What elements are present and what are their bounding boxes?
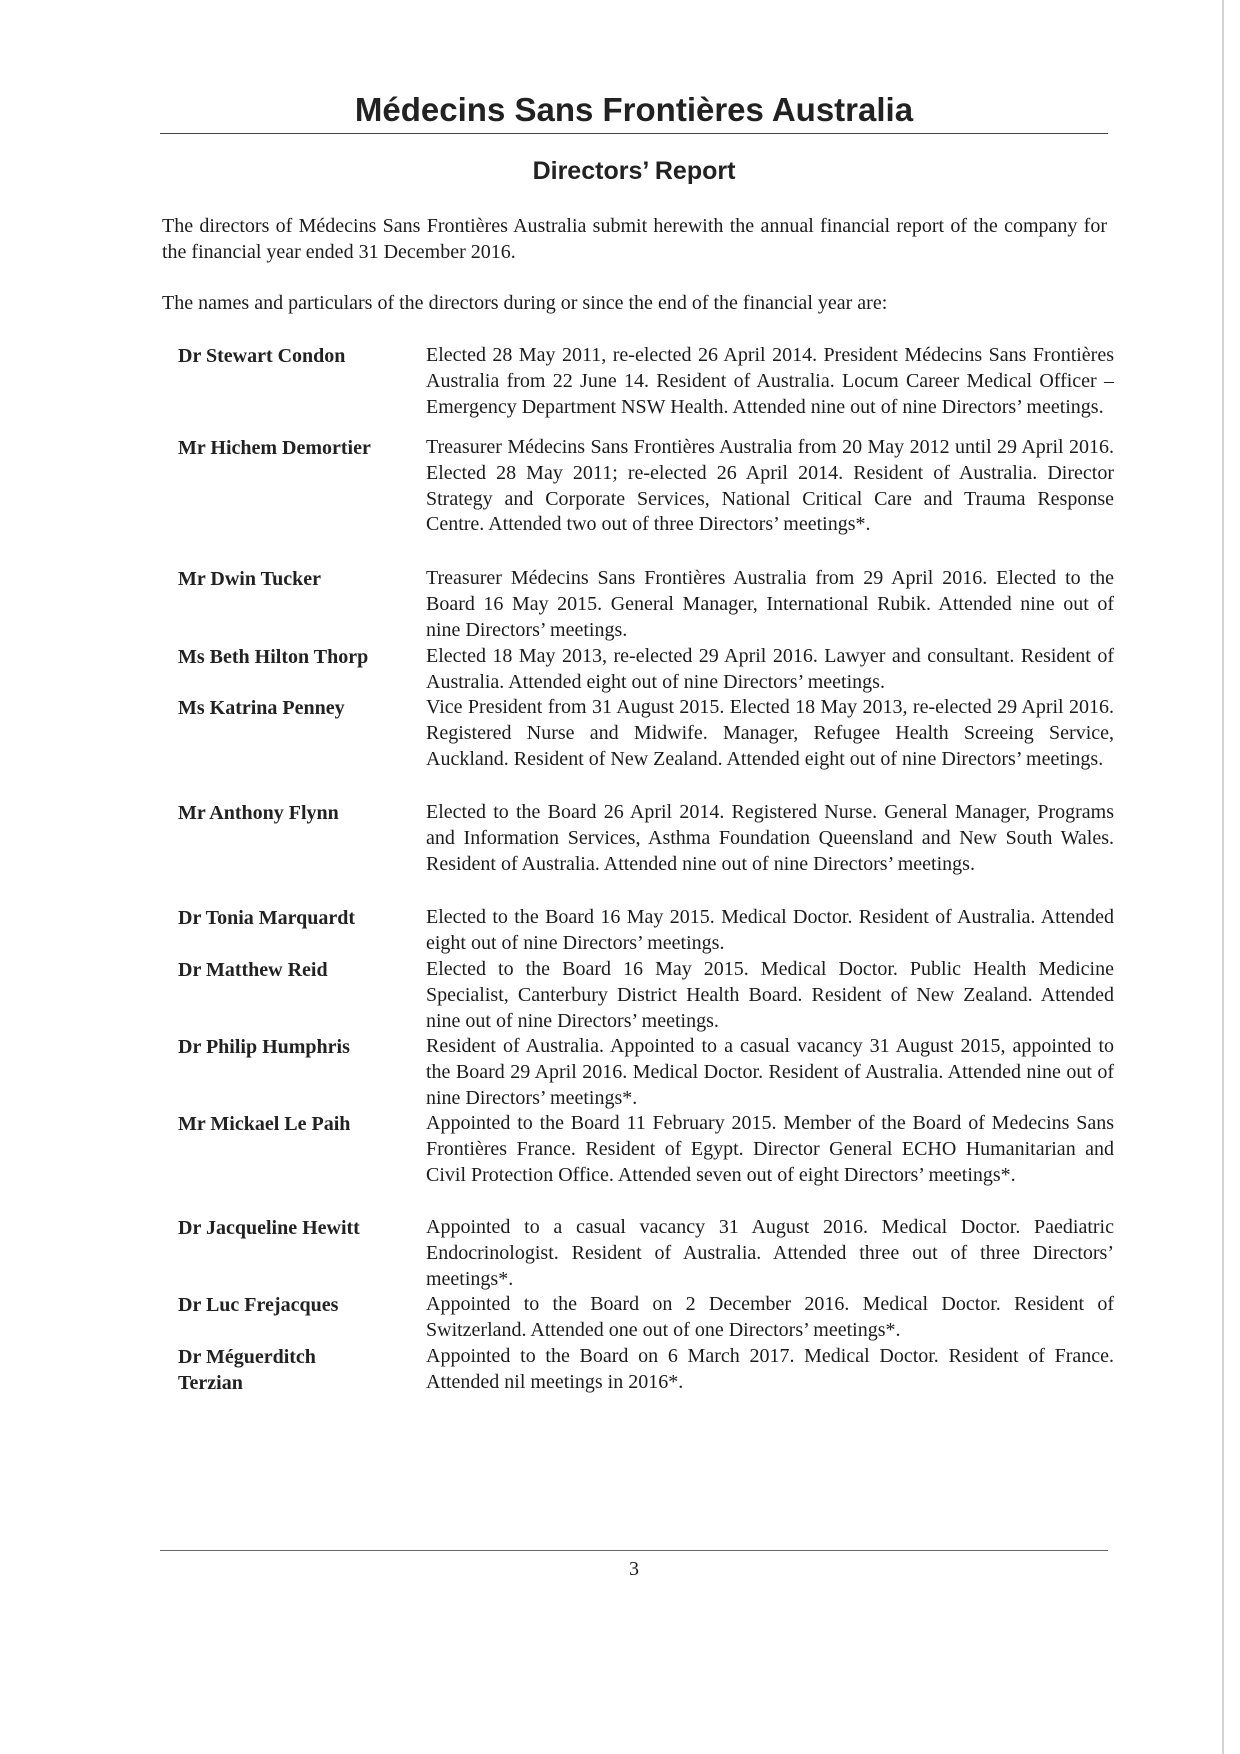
director-entry: [178, 343, 1118, 435]
director-entry: [178, 695, 1118, 800]
director-entry: [178, 435, 1118, 566]
director-details: Elected 28 May 2011, re-elected 26 April 2014. President Médecins Sans Frontières Australia from 22 June 14. Resident of Australia. Locum Career Medical Officer – Emergency Department NSW Health. Attended nine out of nine Directors’ meetings.: [426, 344, 1114, 418]
organisation-title: Médecins Sans Frontières Australia: [354, 91, 914, 128]
director-name: Ms Katrina Penney: [178, 697, 345, 719]
footer-divider: [160, 1550, 1108, 1551]
director-details: Treasurer Médecins Sans Frontières Australia from 29 April 2016. Elected to the Board 16 May 2015. General Manager, International Rubik. Attended nine out of nine Directors’ meetings.: [426, 567, 1114, 641]
director-details: Resident of Australia. Appointed to a casual vacancy 31 August 2015, appointed to the Board 29 April 2016. Medical Doctor. Resident of Australia. Attended nine out of nine Directors’ meetings*.: [426, 1035, 1114, 1109]
director-entry: [178, 905, 1118, 957]
director-details: Elected to the Board 16 May 2015. Medical Doctor. Public Health Medicine Specialist, Canterbury District Health Board. Resident of New Zealand. Attended nine out of nine Directors’ meetings.: [426, 958, 1114, 1032]
director-entry: [178, 1111, 1118, 1215]
director-name: Mr Dwin Tucker: [178, 568, 321, 590]
director-name: Dr Méguerditch Terzian: [178, 1346, 316, 1394]
title-divider: [160, 133, 1108, 134]
directors-lead-in: The names and particulars of the directors during or since the end of the financial year are:: [162, 292, 888, 314]
director-name: Mr Hichem Demortier: [178, 437, 371, 459]
director-details: Elected to the Board 16 May 2015. Medical Doctor. Resident of Australia. Attended eight out of nine Directors’ meetings.: [426, 906, 1114, 954]
director-entry: [178, 1292, 1118, 1344]
director-details: Appointed to the Board on 6 March 2017. Medical Doctor. Resident of France. Attended nil meetings in 2016*.: [426, 1345, 1114, 1393]
director-name: Dr Matthew Reid: [178, 959, 328, 981]
director-name: Dr Stewart Condon: [178, 345, 346, 367]
report-title: Directors’ Report: [532, 157, 736, 185]
director-entry: [178, 1344, 1118, 1400]
intro-paragraph: The directors of Médecins Sans Frontières Australia submit herewith the annual financial report of the company for the financial year ended 31 December 2016.: [162, 215, 1107, 263]
directors-list: [178, 343, 1118, 1400]
director-details: Vice President from 31 August 2015. Elected 18 May 2013, re-elected 29 April 2016. Registered Nurse and Midwife. Manager, Refugee Health Screeing Service, Auckland. Resident of New Zealand. Attended eight out of nine Directors’ meetings.: [426, 696, 1114, 770]
director-entry: [178, 1215, 1118, 1292]
director-details: Elected 18 May 2013, re-elected 29 April 2016. Lawyer and consultant. Resident of Australia. Attended eight out of nine Directors’ meetings.: [426, 645, 1114, 693]
director-name: Dr Philip Humphris: [178, 1036, 350, 1058]
director-entry: [178, 1034, 1118, 1111]
director-details: Elected to the Board 26 April 2014. Registered Nurse. General Manager, Programs and Information Services, Asthma Foundation Queensland and New South Wales. Resident of Australia. Attended nine out of nine Directors’ meetings.: [426, 801, 1114, 875]
page-number: 3: [629, 1558, 639, 1580]
director-details: Treasurer Médecins Sans Frontières Australia from 20 May 2012 until 29 April 2016. Elected 28 May 2011; re-elected 26 April 2014. Resident of Australia. Director Strategy and Corporate Services, National Critical Care and Trauma Response Centre. Attended two out of three Directors’ meetings*.: [426, 436, 1114, 536]
director-name: Dr Luc Frejacques: [178, 1294, 339, 1316]
director-name: Mr Mickael Le Paih: [178, 1113, 351, 1135]
scan-edge-line: [1222, 0, 1224, 1754]
director-details: Appointed to the Board on 2 December 2016. Medical Doctor. Resident of Switzerland. Attended one out of one Directors’ meetings*.: [426, 1293, 1114, 1341]
director-name: Ms Beth Hilton Thorp: [178, 646, 369, 668]
director-details: Appointed to a casual vacancy 31 August 2016. Medical Doctor. Paediatric Endocrinologist. Resident of Australia. Attended three out of three Directors’ meetings*.: [426, 1216, 1114, 1290]
director-name: Dr Jacqueline Hewitt: [178, 1217, 360, 1239]
director-entry: [178, 566, 1118, 644]
director-entry: [178, 800, 1118, 905]
director-name: Dr Tonia Marquardt: [178, 907, 356, 929]
director-entry: [178, 957, 1118, 1034]
director-name: Mr Anthony Flynn: [178, 802, 339, 824]
director-details: Appointed to the Board 11 February 2015. Member of the Board of Medecins Sans Frontières France. Resident of Egypt. Director General ECHO Humanitarian and Civil Protection Office. Attended seven out of eight Directors’ meetings*.: [426, 1112, 1114, 1186]
director-entry: [178, 644, 1118, 695]
